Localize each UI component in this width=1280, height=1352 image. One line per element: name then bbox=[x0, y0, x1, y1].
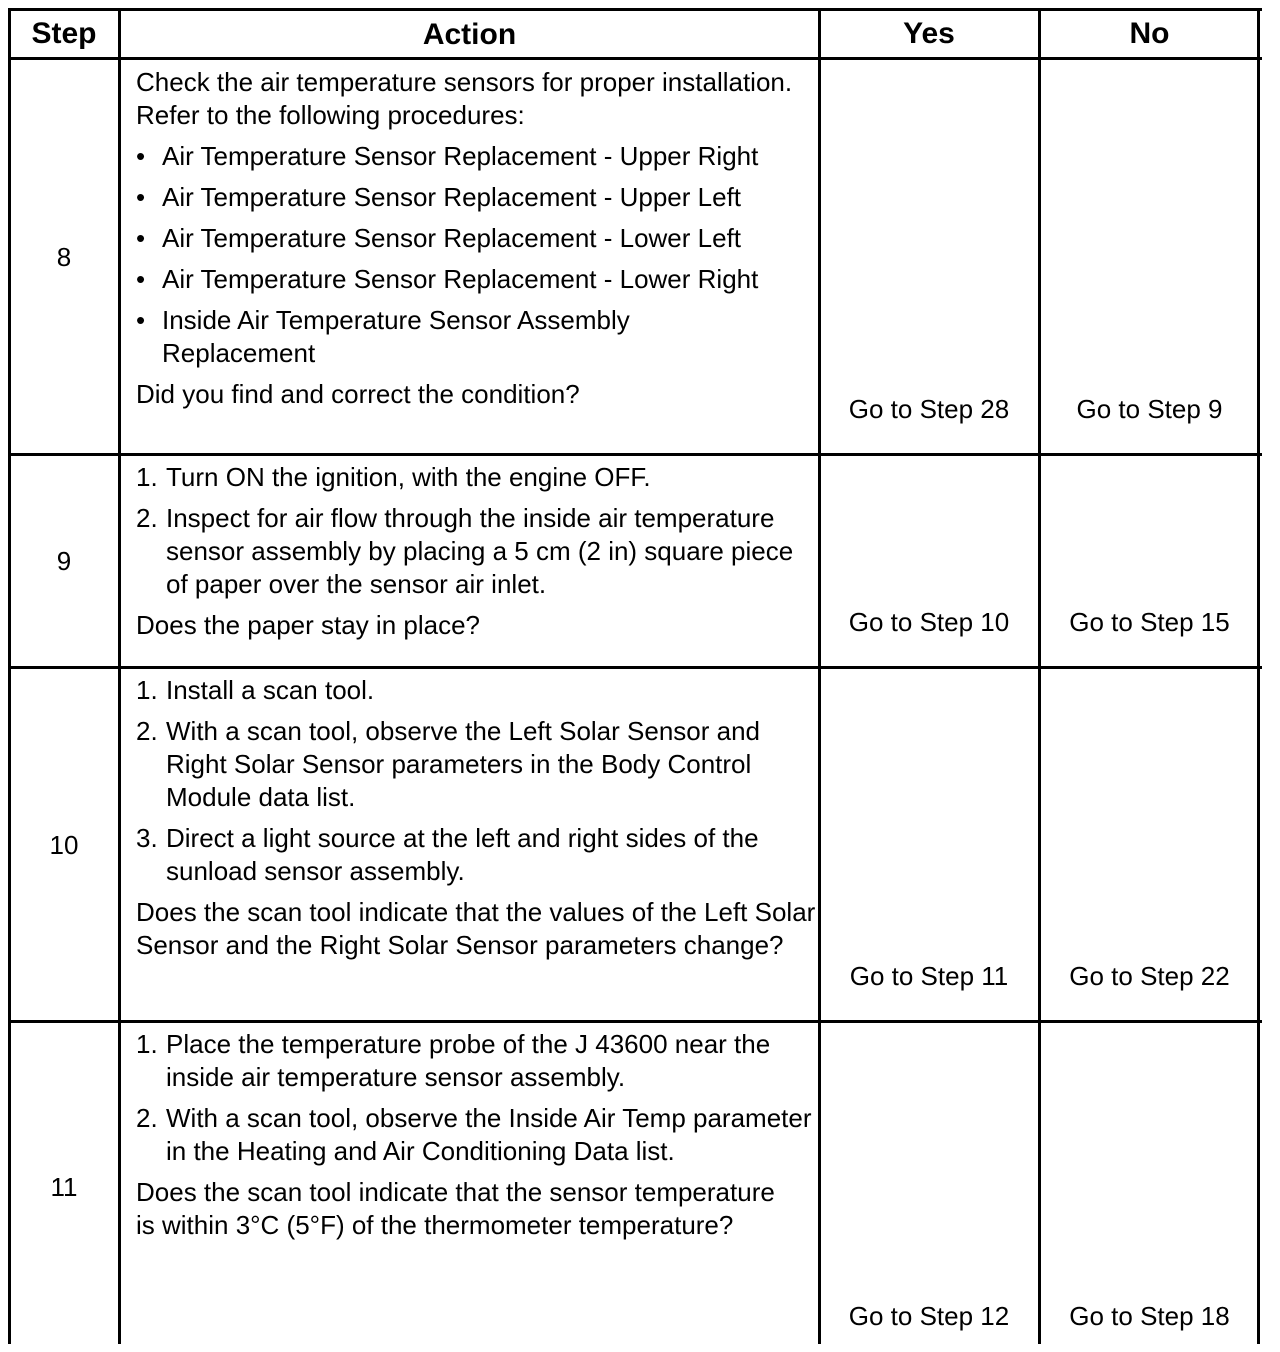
bullet-icon: • bbox=[136, 223, 146, 253]
header-action: Action bbox=[422, 17, 517, 51]
bullet-icon: • bbox=[136, 264, 146, 294]
list-item bbox=[136, 222, 819, 255]
step-number: 8 bbox=[56, 242, 72, 272]
header-step: Step bbox=[31, 17, 97, 50]
item-number: 3. bbox=[136, 823, 158, 853]
yes-result: Go to Step 12 bbox=[848, 1301, 1010, 1331]
item-number: 2. bbox=[136, 716, 158, 746]
list-item-text: Turn ON the ignition, with the engine OFF. bbox=[166, 462, 651, 492]
table-header bbox=[8, 8, 1262, 60]
bullet-icon: • bbox=[136, 141, 146, 171]
action-cell bbox=[120, 668, 819, 1022]
item-number: 2. bbox=[136, 503, 158, 533]
list-item-text: Place the temperature probe of the J 43600 near the inside air temperature sensor assembly. bbox=[166, 1029, 771, 1092]
action-question: Did you find and correct the condition? bbox=[136, 379, 580, 409]
action-question: Does the scan tool indicate that the sensor temperature is within 3°C (5°F) of the thermometer temperature? bbox=[136, 1177, 775, 1240]
list-item-text: Install a scan tool. bbox=[166, 675, 375, 705]
yes-result: Go to Step 11 bbox=[849, 961, 1009, 991]
list-item bbox=[136, 461, 819, 494]
item-number: 1. bbox=[136, 675, 158, 705]
bullet-icon: • bbox=[136, 305, 146, 335]
yes-result: Go to Step 10 bbox=[848, 607, 1010, 637]
action-intro: Check the air temperature sensors for proper installation. Refer to the following procedures: bbox=[136, 67, 793, 130]
action-cell bbox=[120, 455, 819, 668]
list-item bbox=[136, 140, 819, 173]
item-number: 2. bbox=[136, 1103, 158, 1133]
table-row bbox=[8, 668, 1262, 1022]
bullet-icon: • bbox=[136, 182, 146, 212]
item-number: 1. bbox=[136, 1029, 158, 1059]
list-item bbox=[136, 263, 819, 296]
list-item bbox=[136, 181, 819, 214]
no-result: Go to Step 9 bbox=[1076, 394, 1223, 424]
list-item-text: With a scan tool, observe the Left Solar Sensor and Right Solar Sensor parameters in the Body Control Module data list. bbox=[166, 716, 761, 812]
list-item-text: Air Temperature Sensor Replacement - Upper Left bbox=[162, 182, 742, 212]
no-result: Go to Step 15 bbox=[1069, 607, 1230, 637]
list-item-text: Air Temperature Sensor Replacement - Upper Right bbox=[162, 141, 759, 171]
step-number: 10 bbox=[49, 829, 79, 860]
action-question: Does the scan tool indicate that the values of the Left Solar Sensor and the Right Solar Sensor parameters change? bbox=[136, 897, 816, 960]
step-number: 11 bbox=[50, 1171, 78, 1202]
list-item bbox=[136, 304, 819, 370]
yes-result: Go to Step 28 bbox=[848, 394, 1010, 424]
item-number: 1. bbox=[136, 462, 158, 492]
list-item bbox=[136, 674, 819, 707]
list-item-text: Air Temperature Sensor Replacement - Lower Right bbox=[162, 264, 759, 294]
no-result: Go to Step 18 bbox=[1069, 1301, 1230, 1331]
list-item-text: Inside Air Temperature Sensor Assembly Replacement bbox=[162, 305, 630, 368]
step-number: 9 bbox=[56, 546, 72, 576]
action-cell bbox=[120, 1022, 819, 1352]
list-item bbox=[136, 502, 819, 601]
header-no: No bbox=[1129, 17, 1170, 50]
list-item bbox=[136, 715, 819, 814]
table-row bbox=[8, 60, 1262, 455]
list-item bbox=[136, 1028, 819, 1094]
list-item-text: Inspect for air flow through the inside air temperature sensor assembly by placing a 5 cm (2 in) square piece of paper over the sensor air inlet. bbox=[166, 503, 794, 599]
action-cell bbox=[120, 60, 819, 455]
no-result: Go to Step 22 bbox=[1069, 961, 1230, 991]
list-item bbox=[136, 822, 819, 888]
table-row bbox=[8, 455, 1262, 668]
header-yes: Yes bbox=[903, 17, 955, 50]
table-row bbox=[8, 1022, 1262, 1352]
list-item bbox=[136, 1102, 819, 1168]
list-item-text: Direct a light source at the left and right sides of the sunload sensor assembly. bbox=[166, 823, 759, 886]
action-question: Does the paper stay in place? bbox=[136, 610, 480, 640]
list-item-text: With a scan tool, observe the Inside Air Temp parameter in the Heating and Air Conditioning Data list. bbox=[166, 1103, 812, 1166]
list-item-text: Air Temperature Sensor Replacement - Lower Left bbox=[162, 223, 742, 253]
